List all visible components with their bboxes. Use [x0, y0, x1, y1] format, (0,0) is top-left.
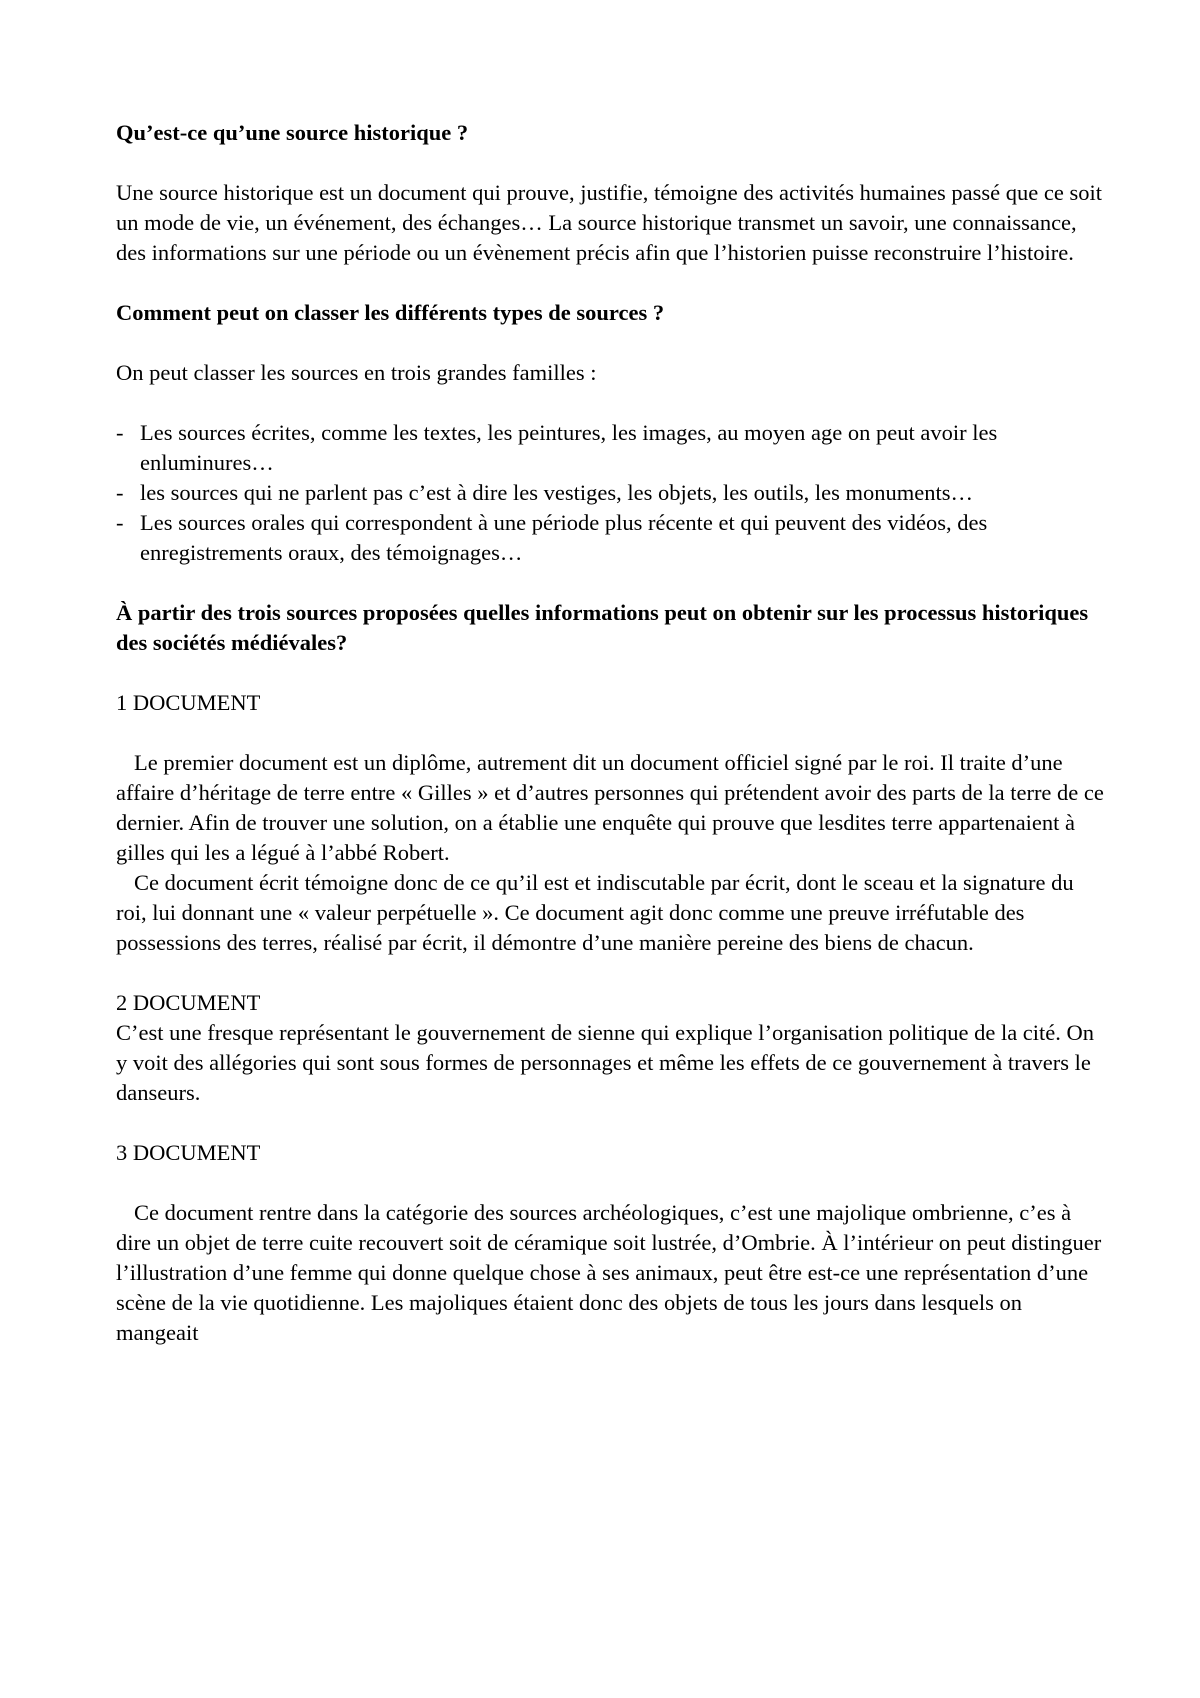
list-item-text: Les sources écrites, comme les textes, les peintures, les images, au moyen age on peut avoir les enluminures… — [140, 420, 998, 475]
doc1-paragraph-1: Le premier document est un diplôme, autrement dit un document officiel signé par le roi. Il traite d’une affaire d’héritage de terre entre « Gilles » et d’autres personnes qui prétendent avoir des parts de la terre de ce dernier. Afin de trouver une solution, on a établie une enquête qui prouve que lesdites terre appartenaient à gilles qui les a légué à l’abbé Robert. — [116, 750, 1104, 865]
document-page — [116, 118, 1106, 1348]
doc2-heading: 2 DOCUMENT — [116, 990, 261, 1015]
intro-paragraph-2: On peut classer les sources en trois grandes familles : — [116, 360, 597, 385]
list-item — [116, 508, 1106, 568]
list-item-text: Les sources orales qui correspondent à une période plus récente et qui peuvent des vidéos, des enregistrements oraux, des témoignages… — [140, 510, 988, 565]
doc1-paragraph-2: Ce document écrit témoigne donc de ce qu’il est et indiscutable par écrit, dont le sceau et la signature du roi, lui donnant une « valeur perpétuelle ». Ce document agit donc comme une preuve irréfutable des possessions des terres, réalisé par écrit, il démontre d’une manière pereine des biens de chacun. — [116, 870, 1074, 955]
answer-paragraph-1: Une source historique est un document qui prouve, justifie, témoigne des activités humaines passé que ce soit un mode de vie, un événement, des échanges… La source historique transmet un savoir, une connaissance, des informations sur une période ou un évènement précis afin que l’historien puisse reconstruire l’histoire. — [116, 180, 1103, 265]
question-heading-2: Comment peut on classer les différents types de sources ? — [116, 300, 665, 325]
list-bullet: - — [116, 420, 124, 445]
list-item — [116, 478, 1106, 508]
list-bullet: - — [116, 510, 124, 535]
question-heading-1: Qu’est-ce qu’une source historique ? — [116, 120, 469, 145]
list-bullet: - — [116, 480, 124, 505]
doc3-paragraph: Ce document rentre dans la catégorie des sources archéologiques, c’est une majolique ombrienne, c’es à dire un objet de terre cuite recouvert soit de céramique soit lustrée, d’Ombrie. À l’intérieur on peut distinguer l’illustration d’une femme qui donne quelque chose à ses animaux, peut être est-ce une représentation d’une scène de la vie quotidienne. Les majoliques étaient donc des objets de tous les jours dans lesquels on mangeait — [116, 1200, 1102, 1345]
doc3-heading: 3 DOCUMENT — [116, 1140, 261, 1165]
doc2-paragraph: C’est une fresque représentant le gouvernement de sienne qui explique l’organisation politique de la cité. On y voit des allégories qui sont sous formes de personnages et même les effets de ce gouvernement à travers le danseurs. — [116, 1020, 1095, 1105]
doc1-heading: 1 DOCUMENT — [116, 690, 261, 715]
list-item — [116, 418, 1106, 478]
source-types-list — [116, 418, 1106, 568]
list-item-text: les sources qui ne parlent pas c’est à dire les vestiges, les objets, les outils, les monuments… — [140, 480, 973, 505]
question-heading-3: À partir des trois sources proposées quelles informations peut on obtenir sur les processus historiques des sociétés médiévales? — [116, 600, 1089, 655]
